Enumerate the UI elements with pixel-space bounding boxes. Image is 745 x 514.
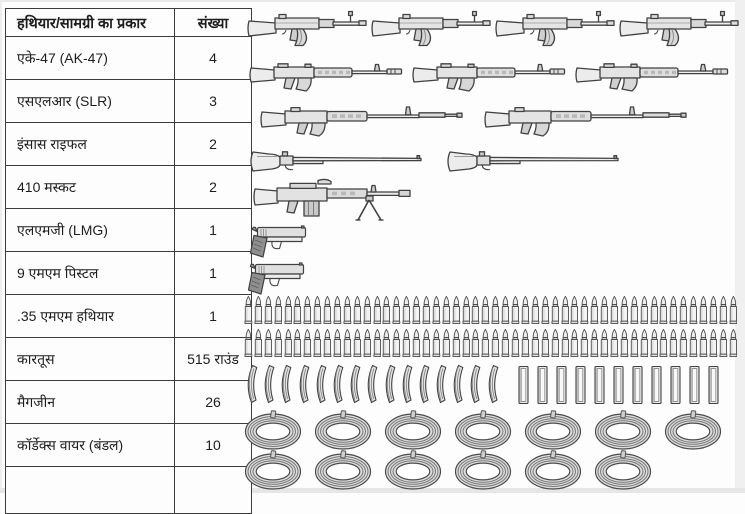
mag-straight-icon bbox=[536, 365, 549, 405]
coil-icon bbox=[314, 410, 372, 450]
mag-curved-icon bbox=[415, 364, 430, 404]
coil-icon bbox=[314, 450, 372, 490]
bullet-icon bbox=[511, 295, 520, 325]
coil-icon bbox=[454, 410, 512, 450]
cartridges-row-2 bbox=[244, 328, 737, 358]
bullet-icon bbox=[570, 295, 579, 325]
lmg-icon bbox=[252, 176, 432, 222]
bullet-icon bbox=[244, 295, 253, 325]
bullet-icon bbox=[551, 295, 560, 325]
bullet-icon bbox=[462, 328, 471, 358]
insas-icon bbox=[259, 99, 464, 141]
bullet-icon bbox=[353, 328, 362, 358]
bullet-icon bbox=[313, 328, 322, 358]
mag-curved-icon bbox=[484, 364, 499, 404]
bullet-icon bbox=[442, 328, 451, 358]
bullet-icon bbox=[541, 328, 550, 358]
bullet-icon bbox=[462, 295, 471, 325]
mag-straight-icon bbox=[631, 365, 644, 405]
mag-curved-icon bbox=[277, 364, 292, 404]
bullet-icon bbox=[323, 295, 332, 325]
count-cell: 26 bbox=[175, 381, 252, 424]
mag-straight-icon bbox=[574, 365, 587, 405]
cartridges-row-1 bbox=[244, 295, 737, 325]
bullet-icon bbox=[303, 295, 312, 325]
bullet-icon bbox=[561, 295, 570, 325]
bullet-icon bbox=[521, 295, 530, 325]
bullet-icon bbox=[442, 295, 451, 325]
mag-curved-icon bbox=[346, 364, 361, 404]
bullet-icon bbox=[363, 328, 372, 358]
insas-icon bbox=[483, 99, 688, 141]
coil-icon bbox=[244, 410, 302, 450]
musket-icon bbox=[446, 146, 626, 176]
bullet-icon bbox=[729, 295, 738, 325]
bullet-icon bbox=[729, 328, 738, 358]
bullet-icon bbox=[293, 328, 302, 358]
bullet-icon bbox=[274, 328, 283, 358]
bullet-icon bbox=[491, 295, 500, 325]
bullet-icon bbox=[343, 328, 352, 358]
weapon-type-cell: मैगजीन bbox=[6, 381, 175, 424]
curved-magazines-row bbox=[243, 364, 499, 404]
bullet-icon bbox=[689, 295, 698, 325]
bullet-icon bbox=[541, 295, 550, 325]
bullet-icon bbox=[254, 328, 263, 358]
bullet-icon bbox=[452, 295, 461, 325]
coil-icon bbox=[594, 450, 652, 490]
slr-icon bbox=[574, 55, 730, 95]
bullet-icon bbox=[669, 328, 678, 358]
bullet-icon bbox=[650, 295, 659, 325]
bullet-icon bbox=[521, 328, 530, 358]
wire-coils-row-1 bbox=[244, 410, 722, 450]
coil-icon bbox=[594, 410, 652, 450]
wire-coils-row-2 bbox=[244, 450, 652, 490]
ak47-icon bbox=[370, 6, 492, 48]
ak47-icon bbox=[618, 6, 740, 48]
coil-icon bbox=[664, 410, 722, 450]
bullet-icon bbox=[650, 328, 659, 358]
musket-icon bbox=[249, 146, 429, 176]
bullet-icon bbox=[432, 295, 441, 325]
mag-curved-icon bbox=[432, 364, 447, 404]
pistol-9mm-row bbox=[249, 222, 309, 258]
mag-curved-icon bbox=[243, 364, 258, 404]
bullet-icon bbox=[590, 328, 599, 358]
lmg-row bbox=[252, 176, 432, 222]
bullet-icon bbox=[373, 328, 382, 358]
bullet-icon bbox=[293, 295, 302, 325]
bullet-icon bbox=[610, 295, 619, 325]
bullet-icon bbox=[719, 295, 728, 325]
bullet-icon bbox=[402, 295, 411, 325]
coil-icon bbox=[384, 450, 442, 490]
bullet-icon bbox=[709, 295, 718, 325]
bullet-icon bbox=[264, 295, 273, 325]
bullet-icon bbox=[600, 328, 609, 358]
bullet-icon bbox=[640, 328, 649, 358]
bullet-icon bbox=[481, 295, 490, 325]
bullet-icon bbox=[679, 295, 688, 325]
mag-straight-icon bbox=[555, 365, 568, 405]
weapon-type-cell: .35 एमएम हथियार bbox=[6, 295, 175, 338]
weapon-type-cell: एके-47 (AK-47) bbox=[6, 37, 175, 80]
insas-rifles-row bbox=[259, 99, 688, 141]
bullet-icon bbox=[669, 295, 678, 325]
ak47-rifles-row bbox=[246, 6, 740, 48]
slr-rifles-row bbox=[248, 55, 730, 95]
bullet-icon bbox=[620, 295, 629, 325]
bullet-icon bbox=[303, 328, 312, 358]
straight-magazines-row bbox=[517, 365, 720, 405]
coil-icon bbox=[524, 450, 582, 490]
bullet-icon bbox=[422, 328, 431, 358]
bullet-icon bbox=[471, 328, 480, 358]
bullet-icon bbox=[640, 295, 649, 325]
mag-curved-icon bbox=[312, 364, 327, 404]
weapon-type-cell: कॉर्डेक्स वायर (बंडल) bbox=[6, 424, 175, 467]
mag-curved-icon bbox=[381, 364, 396, 404]
bullet-icon bbox=[580, 328, 589, 358]
bullet-icon bbox=[284, 295, 293, 325]
bullet-icon bbox=[689, 328, 698, 358]
mag-straight-icon bbox=[612, 365, 625, 405]
bullet-icon bbox=[333, 295, 342, 325]
bullet-icon bbox=[590, 295, 599, 325]
ak47-icon bbox=[494, 6, 616, 48]
bullet-icon bbox=[580, 295, 589, 325]
pistol-icon bbox=[247, 259, 307, 295]
coil-icon bbox=[244, 450, 302, 490]
weapon-type-cell: इंसास राइफल bbox=[6, 123, 175, 166]
bullet-icon bbox=[373, 295, 382, 325]
weapon-type-cell: कारतूस bbox=[6, 338, 175, 381]
bullet-icon bbox=[452, 328, 461, 358]
mag-curved-icon bbox=[260, 364, 275, 404]
bullet-icon bbox=[531, 328, 540, 358]
bullet-icon bbox=[353, 295, 362, 325]
slr-icon bbox=[411, 55, 567, 95]
bullet-icon bbox=[630, 328, 639, 358]
bullet-icon bbox=[254, 295, 263, 325]
bullet-icon bbox=[471, 295, 480, 325]
coil-icon bbox=[524, 410, 582, 450]
mag-straight-icon bbox=[517, 365, 530, 405]
bullet-icon bbox=[363, 295, 372, 325]
bullet-icon bbox=[481, 328, 490, 358]
bullet-icon bbox=[501, 328, 510, 358]
pistol-35mm-row bbox=[247, 259, 307, 295]
bullet-icon bbox=[699, 328, 708, 358]
mag-curved-icon bbox=[329, 364, 344, 404]
bullet-icon bbox=[392, 328, 401, 358]
mag-curved-icon bbox=[449, 364, 464, 404]
slr-icon bbox=[248, 55, 404, 95]
weapon-type-cell: एलएमजी (LMG) bbox=[6, 209, 175, 252]
mag-curved-icon bbox=[398, 364, 413, 404]
bullet-icon bbox=[392, 295, 401, 325]
bullet-icon bbox=[561, 328, 570, 358]
count-cell: 3 bbox=[175, 80, 252, 123]
mag-straight-icon bbox=[593, 365, 606, 405]
count-cell: 1 bbox=[175, 295, 252, 338]
weapon-type-cell: 9 एमएम पिस्टल bbox=[6, 252, 175, 295]
bullet-icon bbox=[422, 295, 431, 325]
bullet-icon bbox=[600, 295, 609, 325]
bullet-icon bbox=[709, 328, 718, 358]
bullet-icon bbox=[382, 328, 391, 358]
bullet-icon bbox=[402, 328, 411, 358]
bullet-icon bbox=[244, 328, 253, 358]
bullet-icon bbox=[313, 295, 322, 325]
bullet-icon bbox=[412, 328, 421, 358]
bullet-icon bbox=[610, 328, 619, 358]
count-cell: 10 bbox=[175, 424, 252, 467]
column-header-weapon-type: हथियार/सामग्री का प्रकार bbox=[6, 9, 175, 37]
bullet-icon bbox=[501, 295, 510, 325]
bullet-icon bbox=[659, 295, 668, 325]
bullet-icon bbox=[719, 328, 728, 358]
bullet-icon bbox=[274, 295, 283, 325]
bullet-icon bbox=[551, 328, 560, 358]
coil-icon bbox=[454, 450, 512, 490]
pistol-icon bbox=[249, 222, 309, 258]
count-cell: 1 bbox=[175, 209, 252, 252]
muskets-row bbox=[249, 146, 626, 176]
mag-straight-icon bbox=[669, 365, 682, 405]
bullet-icon bbox=[323, 328, 332, 358]
bullet-icon bbox=[620, 328, 629, 358]
ak47-icon bbox=[246, 6, 368, 48]
bullet-icon bbox=[511, 328, 520, 358]
count-cell: 2 bbox=[175, 166, 252, 209]
bullet-icon bbox=[531, 295, 540, 325]
bullet-icon bbox=[333, 328, 342, 358]
bullet-icon bbox=[412, 295, 421, 325]
count-cell: 515 राउंड bbox=[175, 338, 252, 381]
count-cell: 4 bbox=[175, 37, 252, 80]
bullet-icon bbox=[679, 328, 688, 358]
mag-straight-icon bbox=[650, 365, 663, 405]
mag-curved-icon bbox=[363, 364, 378, 404]
bullet-icon bbox=[699, 295, 708, 325]
weapon-type-cell: 410 मस्कट bbox=[6, 166, 175, 209]
bullet-icon bbox=[630, 295, 639, 325]
bullet-icon bbox=[432, 328, 441, 358]
count-cell: 2 bbox=[175, 123, 252, 166]
mag-straight-icon bbox=[688, 365, 701, 405]
bullet-icon bbox=[570, 328, 579, 358]
coil-icon bbox=[384, 410, 442, 450]
column-header-count: संख्या bbox=[175, 9, 252, 37]
count-cell: 1 bbox=[175, 252, 252, 295]
mag-straight-icon bbox=[707, 365, 720, 405]
bullet-icon bbox=[491, 328, 500, 358]
mag-curved-icon bbox=[295, 364, 310, 404]
bullet-icon bbox=[659, 328, 668, 358]
weapon-type-cell: एसएलआर (SLR) bbox=[6, 80, 175, 123]
bullet-icon bbox=[284, 328, 293, 358]
bullet-icon bbox=[382, 295, 391, 325]
bullet-icon bbox=[343, 295, 352, 325]
bullet-icon bbox=[264, 328, 273, 358]
mag-curved-icon bbox=[466, 364, 481, 404]
